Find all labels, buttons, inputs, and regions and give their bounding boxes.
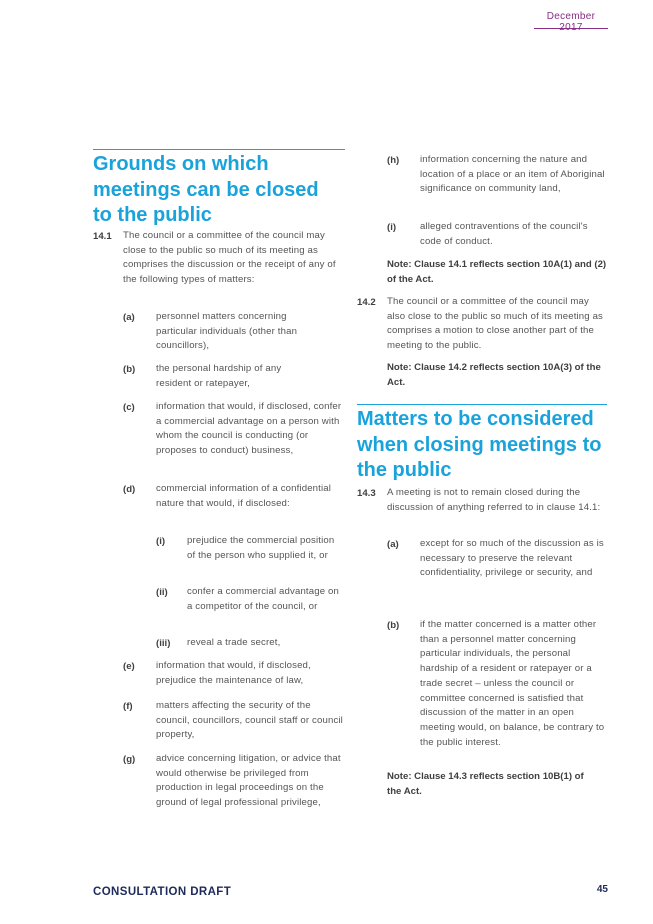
footer-title: CONSULTATION DRAFT xyxy=(93,886,232,898)
sub-item-ii-label: (ii) xyxy=(156,587,168,598)
section-heading-matters: Matters to be considered when closing meetings to the public xyxy=(357,408,602,481)
clause-14-2-text: The council or a committee of the council may also close to the public so much of its meeting as comprises a motion to close another part of the meeting to the public. xyxy=(387,296,604,352)
item-b-text: the personal hardship of any resident or ratepayer, xyxy=(156,363,282,389)
sub-item-iii-label: (iii) xyxy=(156,638,171,649)
sub-item-i-label: (i) xyxy=(156,536,166,547)
item-c-text: information that would, if disclosed, confer a commercial advantage on a person with whom the council is conducting (or proposes to conduct) business, xyxy=(156,401,342,457)
item-d-text: commercial information of a confidential nature that would, if disclosed: xyxy=(156,483,332,509)
note-14-3: Note: Clause 14.3 reflects section 10B(1) of the Act. xyxy=(387,771,584,797)
note-14-1: Note: Clause 14.1 reflects section 10A(1) and (2) of the Act. xyxy=(387,259,607,285)
section-rule-2 xyxy=(357,404,607,405)
sub-item-i-text: prejudice the commercial position of the person who supplied it, or xyxy=(187,535,335,561)
item-h-label: (h) xyxy=(387,155,400,166)
item-a-text: personnel matters concerning particular individuals (other than councillors), xyxy=(156,311,298,352)
item-14-3-a-text: except for so much of the discussion as is necessary to preserve the relevant confidentiality, privilege or security, and xyxy=(420,538,604,579)
item-b-label: (b) xyxy=(123,364,136,375)
clause-14-3-text: A meeting is not to remain closed during the discussion of anything referred to in clause 14.1: xyxy=(387,487,601,513)
item-g-label: (g) xyxy=(123,754,136,765)
clause-14-3-number: 14.3 xyxy=(357,488,376,499)
header-date: December xyxy=(546,11,596,22)
item-e-label: (e) xyxy=(123,661,135,672)
item-14-3-b-text: if the matter concerned is a matter other than a personnel matter concerning particular individuals, the personal hardship of a resident or ratepayer or a trade secret – unless the council or committee concerned is satisfied that discussion of the matter in an open meeting would, on balance, be contrary to the public interest. xyxy=(420,619,605,748)
clause-14-1-text: The council or a committee of the council may close to the public so much of its meeting as comprises the discussion or the receipt of any of the following types of matters: xyxy=(123,230,336,286)
item-g-text: advice concerning litigation, or advice that would otherwise be privileged from production in legal proceedings on the ground of legal professional privilege, xyxy=(156,753,341,809)
page-number: 45 xyxy=(596,884,608,895)
sub-item-iii-text: reveal a trade secret, xyxy=(187,637,281,648)
item-h-text: information concerning the nature and location of a place or an item of Aboriginal significance on community land, xyxy=(420,154,605,195)
item-i-text: alleged contraventions of the council's code of conduct. xyxy=(420,221,588,247)
clause-14-1-number: 14.1 xyxy=(93,231,112,242)
item-d-label: (d) xyxy=(123,484,136,495)
section-heading-grounds: Grounds on which meetings can be closed to the public xyxy=(93,153,319,226)
item-e-text: information that would, if disclosed, prejudice the maintenance of law, xyxy=(156,660,311,686)
sub-item-ii-text: confer a commercial advantage on a competitor of the council, or xyxy=(187,586,339,612)
item-f-label: (f) xyxy=(123,701,133,712)
clause-14-2-number: 14.2 xyxy=(357,297,376,308)
item-f-text: matters affecting the security of the council, councillors, council staff or council property, xyxy=(156,700,343,741)
header-rule xyxy=(534,28,608,29)
item-i-label: (i) xyxy=(387,222,397,233)
note-14-2: Note: Clause 14.2 reflects section 10A(3) of the Act. xyxy=(387,362,601,388)
item-c-label: (c) xyxy=(123,402,135,413)
item-14-3-b-label: (b) xyxy=(387,620,400,631)
section-rule-1 xyxy=(93,149,345,150)
item-14-3-a-label: (a) xyxy=(387,539,399,550)
item-a-label: (a) xyxy=(123,312,135,323)
